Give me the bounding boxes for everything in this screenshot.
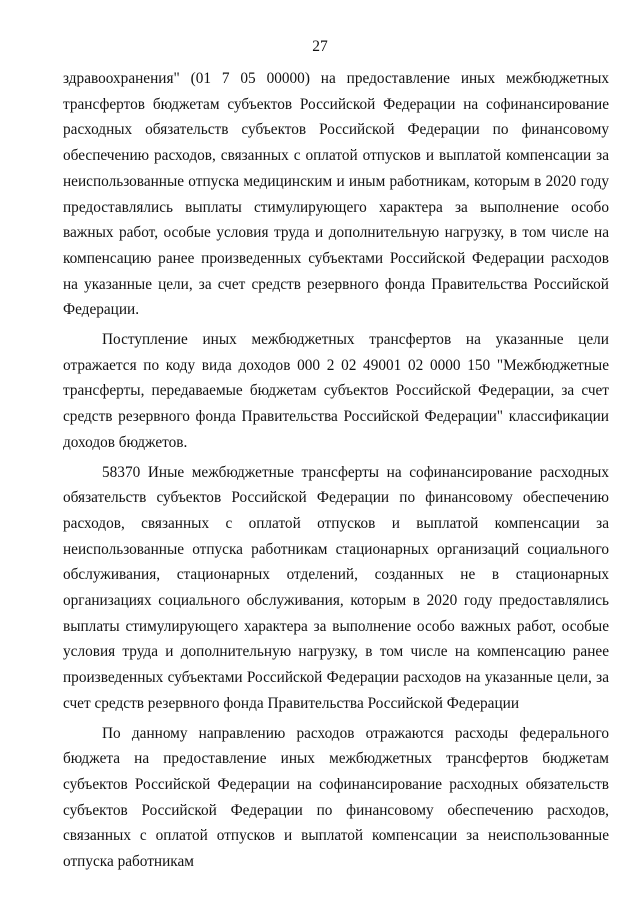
paragraph-direction-description: По данному направлению расходов отражаются расходы федерального бюджета на предоставление иных межбюджетных трансфертов бюджетам субъектов Российской Федерации на софинансирование расходных обязательств субъектов Российской Федерации по финансовому обеспечению расходов, связанных с оплатой отпусков и выплатой компенсации за неиспользованные отпуска работникам <box>63 724 609 871</box>
paragraph-continuation: здравоохранения" (01 7 05 00000) на предоставление иных межбюджетных трансфертов бюджетам субъектов Российской Федерации на софинансирование расходных обязательств субъектов Российской Федерации по финансовому обеспечению расходов, связанных с оплатой отпусков и выплатой компенсации за неиспользованные отпуска медицинским и иным работникам, которым в 2020 году предоставлялись выплаты стимулирующего характера за выполнение особо важных работ, особые условия труда и дополнительную нагрузку, в том числе на компенсацию ранее произведенных субъектами Российской Федерации расходов на указанные цели, за счет средств резервного фонда Правительства Российской Федерации. <box>63 70 609 319</box>
paragraph-expense-code-58370: 58370 Иные межбюджетные трансферты на софинансирование расходных обязательств субъектов Российской Федерации по финансовому обеспечению расходов, связанных с оплатой отпусков и выплатой компенсации за неиспользованные отпуска работникам стационарных организаций социального обслуживания, стационарных отделений, созданных не в стационарных организациях социального обслуживания, которым в 2020 году предоставлялись выплаты стимулирующего характера за выполнение особо важных работ, особые условия труда и дополнительную нагрузку, в том числе на компенсацию ранее произведенных субъектами Российской Федерации расходов на указанные цели, за счет средств резервного фонда Правительства Российской Федерации <box>63 463 609 712</box>
paragraph-revenue-code: Поступление иных межбюджетных трансфертов на указанные цели отражается по коду вида доходов 000 2 02 49001 02 0000 150 "Межбюджетные трансферты, передаваемые бюджетам субъектов Российской Федерации, за счет средств резервного фонда Правительства Российской Федерации" классификации доходов бюджетов. <box>63 331 609 451</box>
page-number: 27 <box>312 38 328 55</box>
document-body <box>63 66 609 875</box>
